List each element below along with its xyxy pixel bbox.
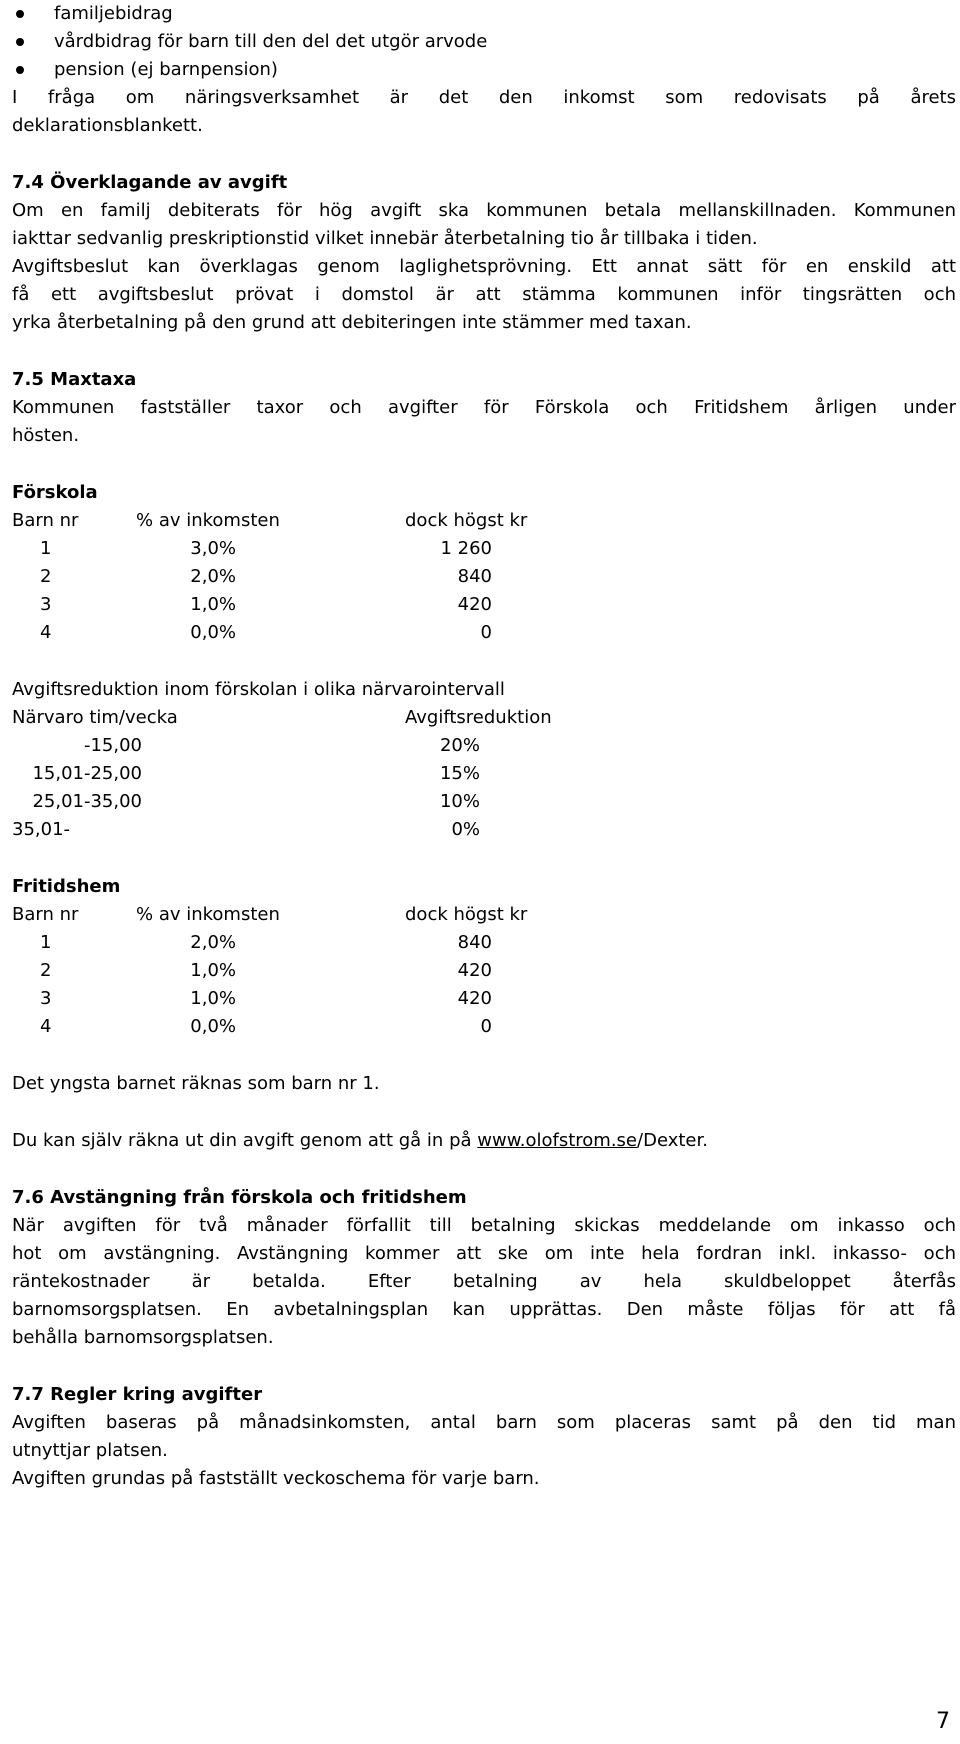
bullet-item: vårdbidrag för barn till den del det utgör arvode [54, 31, 488, 52]
paragraph-line: Avgiften baseras på månadsinkomsten, antal barn som placeras samt på den tid man [12, 1412, 956, 1433]
cell-max: 840 [457, 566, 492, 587]
paragraph-line: yrka återbetalning på den grund att debiteringen inte stämmer med taxan. [12, 312, 692, 333]
column-header: Närvaro tim/vecka [12, 707, 178, 728]
paragraph-line: utnyttjar platsen. [12, 1440, 168, 1461]
cell-max: 420 [457, 594, 492, 615]
paragraph-line: få ett avgiftsbeslut prövat i domstol är att stämma kommunen inför tingsrätten och [12, 284, 956, 305]
cell-barn-nr: 2 [40, 960, 52, 981]
cell-barn-nr: 4 [40, 1016, 52, 1037]
table-heading-fritidshem: Fritidshem [12, 876, 121, 897]
cell-max: 840 [457, 932, 492, 953]
bullet-item: familjebidrag [54, 3, 173, 24]
paragraph-line: räntekostnader är betalda. Efter betalning av hela skuldbeloppet återfås [12, 1271, 956, 1292]
cell-barn-nr: 4 [40, 622, 52, 643]
paragraph-line: behålla barnomsorgsplatsen. [12, 1327, 274, 1348]
cell-reduction: 15% [439, 763, 480, 784]
bullet-icon [16, 66, 24, 74]
cell-barn-nr: 3 [40, 988, 52, 1009]
section-heading-7-4: 7.4 Överklagande av avgift [12, 172, 288, 193]
cell-reduction: 10% [439, 791, 480, 812]
cell-barn-nr: 3 [40, 594, 52, 615]
paragraph-line: barnomsorgsplatsen. En avbetalningsplan kan upprättas. Den måste följas för att få [12, 1299, 956, 1320]
cell-max: 0 [480, 1016, 492, 1037]
note-text: Du kan själv räkna ut din avgift genom att gå in på [12, 1130, 478, 1151]
cell-percent: 3,0% [190, 538, 236, 559]
paragraph-line: Kommunen fastställer taxor och avgifter för Förskola och Fritidshem årligen under [12, 397, 956, 418]
column-header: Avgiftsreduktion [405, 707, 552, 728]
cell-barn-nr: 1 [40, 538, 52, 559]
column-header: % av inkomsten [136, 904, 280, 925]
cell-interval: 15,01-25,00 [32, 763, 142, 784]
section-heading-7-7: 7.7 Regler kring avgifter [12, 1384, 263, 1405]
note-text: /Dexter. [637, 1130, 708, 1151]
cell-reduction: 20% [439, 735, 480, 756]
section-heading-7-5: 7.5 Maxtaxa [12, 369, 137, 390]
table-heading-reduktion: Avgiftsreduktion inom förskolan i olika närvarointervall [12, 679, 505, 700]
cell-interval: -15,00 [83, 735, 142, 756]
column-header: dock högst kr [405, 510, 528, 531]
cell-max: 1 260 [440, 538, 492, 559]
bullet-item: pension (ej barnpension) [54, 59, 278, 80]
paragraph-line: Om en familj debiterats för hög avgift ska kommunen betala mellanskillnaden. Kommunen [12, 200, 956, 221]
intro-line: deklarationsblankett. [12, 115, 203, 136]
paragraph-line: När avgiften för två månader förfallit till betalning skickas meddelande om inkasso och [12, 1215, 956, 1236]
note-youngest-child: Det yngsta barnet räknas som barn nr 1. [12, 1073, 380, 1094]
column-header: % av inkomsten [136, 510, 280, 531]
page-number: 7 [936, 1709, 950, 1734]
note-calculate-fee [12, 1130, 708, 1152]
olofstrom-link[interactable]: www.olofstrom.se [477, 1130, 638, 1151]
cell-percent: 2,0% [190, 566, 236, 587]
bullet-icon [16, 10, 24, 18]
cell-percent: 0,0% [190, 1016, 236, 1037]
table-heading-forskola: Förskola [12, 482, 98, 503]
cell-barn-nr: 2 [40, 566, 52, 587]
column-header: Barn nr [12, 904, 79, 925]
cell-barn-nr: 1 [40, 932, 52, 953]
cell-percent: 2,0% [190, 932, 236, 953]
intro-line: I fråga om näringsverksamhet är det den inkomst som redovisats på årets [12, 87, 956, 108]
cell-percent: 1,0% [190, 594, 236, 615]
cell-percent: 1,0% [190, 988, 236, 1009]
column-header: Barn nr [12, 510, 79, 531]
bullet-icon [16, 38, 24, 46]
paragraph-line: hösten. [12, 425, 80, 446]
paragraph-line: Avgiftsbeslut kan överklagas genom laglighetsprövning. Ett annat sätt för en enskild att [12, 256, 956, 277]
cell-max: 420 [457, 960, 492, 981]
section-heading-7-6: 7.6 Avstängning från förskola och fritidshem [12, 1187, 467, 1208]
paragraph-line: iakttar sedvanlig preskriptionstid vilket innebär återbetalning tio år tillbaka i tiden. [12, 228, 758, 249]
column-header: dock högst kr [405, 904, 528, 925]
cell-max: 420 [457, 988, 492, 1009]
cell-percent: 0,0% [190, 622, 236, 643]
cell-interval: 25,01-35,00 [32, 791, 142, 812]
cell-percent: 1,0% [190, 960, 236, 981]
cell-reduction: 0% [451, 819, 480, 840]
paragraph-line: hot om avstängning. Avstängning kommer att ske om inte hela fordran inkl. inkasso- och [12, 1243, 956, 1264]
cell-max: 0 [480, 622, 492, 643]
cell-interval: 35,01- [12, 819, 71, 840]
paragraph-line: Avgiften grundas på fastställt veckoschema för varje barn. [12, 1468, 540, 1489]
